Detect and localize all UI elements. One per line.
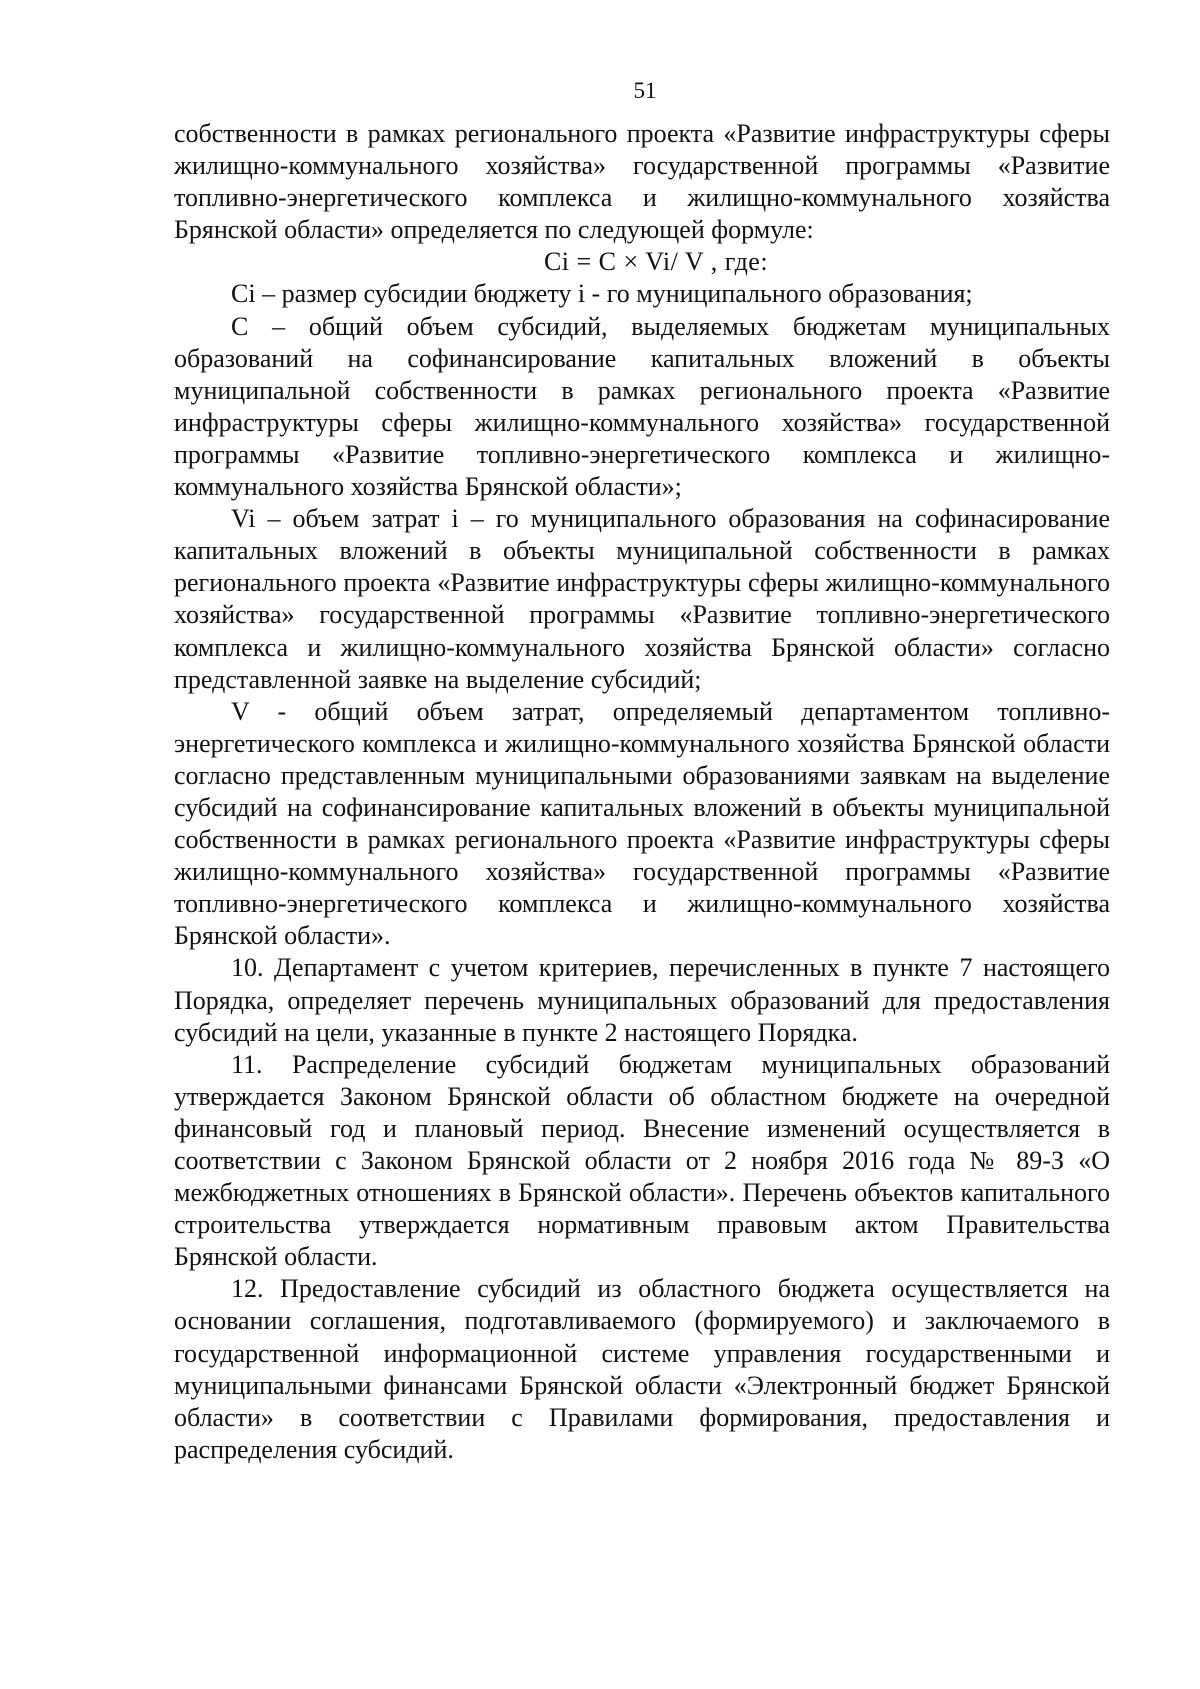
formula: Ci = C × Vi/ V , где: <box>543 247 769 277</box>
page-number: 51 <box>633 78 657 103</box>
definition-ci: Ci – размер субсидии бюджету i - го муниципального образования; <box>231 279 973 309</box>
definition-v: V - общий объем затрат, определяемый департаментом топливно-энергетического комплекса и жилищно-коммунального хозяйства Брянской области согласно представленным муниципальными образованиями заявкам на выделение субсидий на софинансирование капитальных вложений в объекты муниципальной собственности в рамках регионального проекта «Развитие инфраструктуры сферы жилищно-коммунального хозяйства» государственной программы «Развитие топливно-энергетического комплекса и жилищно-коммунального хозяйства Брянской области». <box>174 696 1110 951</box>
document-body <box>174 118 1110 1466</box>
paragraph-item-10: 10. Департамент с учетом критериев, перечисленных в пункте 7 настоящего Порядка, определяет перечень муниципальных образований для предоставления субсидий на цели, указанные в пункте 2 настоящего Порядка. <box>174 953 1110 1047</box>
paragraph-item-12: 12. Предоставление субсидий из областного бюджета осуществляется на основании соглашения, подготавливаемого (формируемого) и заключаемого в государственной информационной системе управления государственными и муниципальными финансами Брянской области «Электронный бюджет Брянской области» в соответствии с Правилами формирования, предоставления и распределения субсидий. <box>174 1274 1110 1464</box>
paragraph-intro: собственности в рамках регионального проекта «Развитие инфраструктуры сферы жилищно-коммунального хозяйства» государственной программы «Развитие топливно-энергетического комплекса и жилищно-коммунального хозяйства Брянской области» определяется по следующей формуле: <box>174 119 1110 245</box>
paragraph-item-11: 11. Распределение субсидий бюджетам муниципальных образований утверждается Законом Брянской области об областном бюджете на очередной финансовый год и плановый период. Внесение изменений осуществляется в соответствии с Законом Брянской области от 2 ноября 2016 года № 89-З «О межбюджетных отношениях в Брянской области». Перечень объектов капитального строительства утверждается нормативным правовым актом Правительства Брянской области. <box>174 1049 1110 1272</box>
definition-c: C – общий объем субсидий, выделяемых бюджетам муниципальных образований на софинансирование капитальных вложений в объекты муниципальной собственности в рамках регионального проекта «Развитие инфраструктуры сферы жилищно-коммунального хозяйства» государственной программы «Развитие топливно-энергетического комплекса и жилищно-коммунального хозяйства Брянской области»; <box>174 311 1110 502</box>
definition-vi: Vi – объем затрат i – го муниципального образования на софинасирование капитальных вложений в объекты муниципальной собственности в рамках регионального проекта «Развитие инфраструктуры сферы жилищно-коммунального хозяйства» государственной программы «Развитие топливно-энергетического комплекса и жилищно-коммунального хозяйства Брянской области» согласно представленной заявке на выделение субсидий; <box>174 504 1110 694</box>
